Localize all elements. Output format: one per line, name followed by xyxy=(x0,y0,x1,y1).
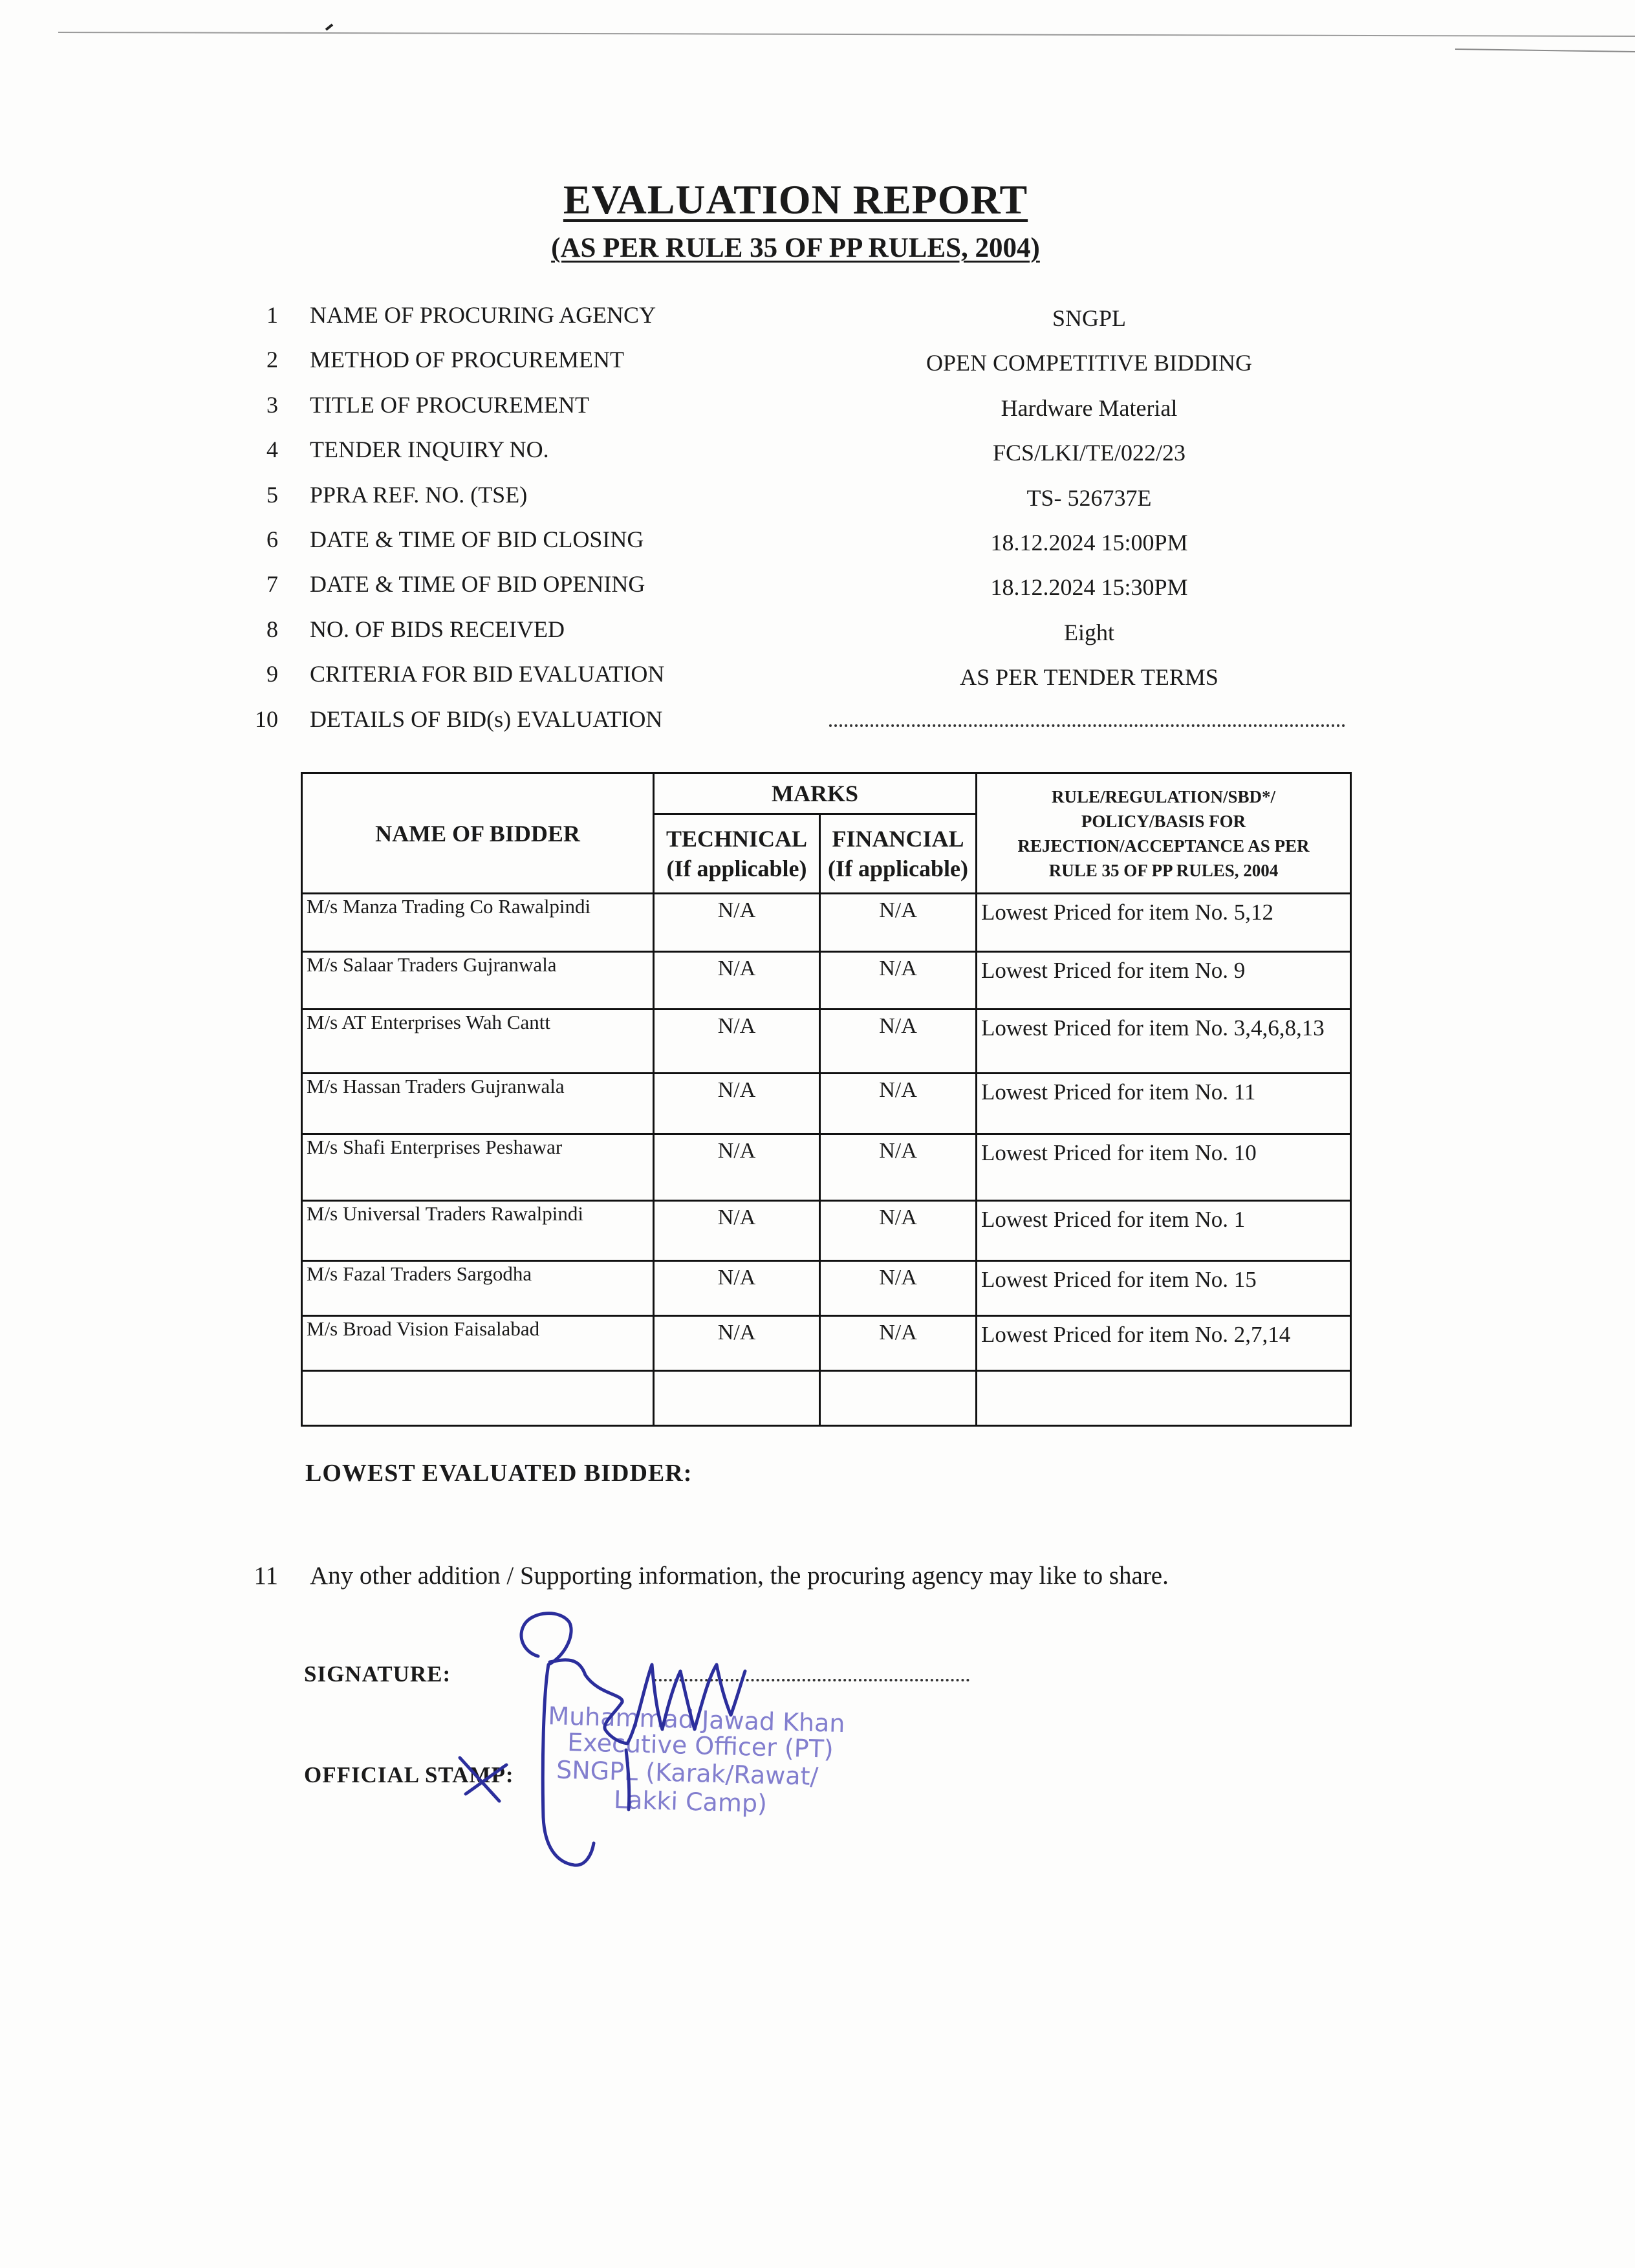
financial-marks-cell: N/A xyxy=(820,1010,977,1074)
field-number: 7 xyxy=(266,571,278,597)
lowest-evaluated-bidder-label: LOWEST EVALUATED BIDDER: xyxy=(305,1460,693,1487)
field-label: DETAILS OF BID(s) EVALUATION xyxy=(310,706,663,732)
field-row xyxy=(0,347,1423,376)
field-number: 6 xyxy=(266,526,278,552)
technical-marks-cell xyxy=(654,1371,820,1426)
signature-stroke xyxy=(550,1660,745,1744)
field-label: TENDER INQUIRY NO. xyxy=(310,437,549,462)
basis-header-line: RULE/REGULATION/SBD*/ xyxy=(1051,786,1276,806)
table-header-row xyxy=(302,773,1351,814)
field-label: TITLE OF PROCUREMENT xyxy=(310,392,589,418)
financial-marks-cell: N/A xyxy=(820,1316,977,1371)
field-value: 18.12.2024 15:00PM xyxy=(990,530,1188,556)
table-row xyxy=(302,1010,1351,1074)
field-row xyxy=(0,706,1423,732)
field-row xyxy=(0,482,1423,511)
table-row xyxy=(302,1316,1351,1371)
basis-header-line: RULE 35 OF PP RULES, 2004 xyxy=(1048,860,1279,880)
signature-stroke xyxy=(626,1750,629,1809)
stamp-line: SNGPL (Karak/Rawat/ xyxy=(556,1755,819,1791)
field-number: 10 xyxy=(255,706,278,732)
bidder-name-cell xyxy=(302,1371,654,1426)
basis-cell: Lowest Priced for item No. 15 xyxy=(977,1261,1351,1316)
bidder-name-header: NAME OF BIDDER xyxy=(302,773,654,894)
bidder-name-cell: M/s Shafi Enterprises Peshawar xyxy=(302,1134,654,1201)
financial-marks-cell: N/A xyxy=(820,1201,977,1261)
basis-cell: Lowest Priced for item No. 1 xyxy=(977,1201,1351,1261)
stamp-line: Executive Officer (PT) xyxy=(567,1727,834,1764)
table-row xyxy=(302,1261,1351,1316)
financial-marks-cell: N/A xyxy=(820,894,977,952)
scan-edge-top-line xyxy=(58,32,1635,36)
financial-header xyxy=(820,814,977,894)
dotted-leader-line xyxy=(829,724,1345,727)
field-row xyxy=(0,302,1423,331)
bidder-name-cell: M/s Manza Trading Co Rawalpindi xyxy=(302,894,654,952)
field-number: 4 xyxy=(266,437,278,462)
field-value: 18.12.2024 15:30PM xyxy=(990,574,1188,600)
field-value: AS PER TENDER TERMS xyxy=(960,664,1218,690)
basis-cell: Lowest Priced for item No. 2,7,14 xyxy=(977,1316,1351,1371)
table-row xyxy=(302,1074,1351,1134)
table-row xyxy=(302,1134,1351,1201)
field-label: NO. OF BIDS RECEIVED xyxy=(310,616,565,642)
financial-marks-cell: N/A xyxy=(820,1134,977,1201)
scan-speck xyxy=(326,25,332,30)
financial-marks-cell: N/A xyxy=(820,1074,977,1134)
basis-cell xyxy=(977,1371,1351,1426)
field-row xyxy=(0,661,1423,690)
field-label: NAME OF PROCURING AGENCY xyxy=(310,302,656,328)
technical-marks-cell: N/A xyxy=(654,1074,820,1134)
report-subtitle: (AS PER RULE 35 OF PP RULES, 2004) xyxy=(551,233,1040,263)
scan-edge-line xyxy=(0,19,1635,58)
bidder-name-cell: M/s Salaar Traders Gujranwala xyxy=(302,952,654,1010)
basis-cell: Lowest Priced for item No. 5,12 xyxy=(977,894,1351,952)
table-row xyxy=(302,894,1351,952)
field-row xyxy=(0,437,1423,466)
scan-edge-right-line xyxy=(1455,49,1635,52)
field-value: Hardware Material xyxy=(1001,395,1178,421)
field-value: SNGPL xyxy=(1052,305,1127,331)
bidder-name-cell: M/s AT Enterprises Wah Cantt xyxy=(302,1010,654,1074)
field-value: FCS/LKI/TE/022/23 xyxy=(992,440,1186,466)
basis-header-line: REJECTION/ACCEPTANCE AS PER xyxy=(1017,836,1310,856)
signature-label: SIGNATURE: xyxy=(304,1661,451,1687)
technical-marks-cell: N/A xyxy=(654,952,820,1010)
stamp-line: Lakki Camp) xyxy=(613,1785,768,1819)
financial-marks-cell: N/A xyxy=(820,1261,977,1316)
field-row xyxy=(0,571,1423,600)
field-label: CRITERIA FOR BID EVALUATION xyxy=(310,661,665,687)
field-row xyxy=(0,392,1423,421)
financial-header-note: (If applicable) xyxy=(827,856,968,881)
field-number: 9 xyxy=(266,661,278,687)
bidder-name-cell: M/s Universal Traders Rawalpindi xyxy=(302,1201,654,1261)
technical-header xyxy=(654,814,820,894)
table-row xyxy=(302,1201,1351,1261)
bidder-name-cell: M/s Hassan Traders Gujranwala xyxy=(302,1074,654,1134)
field-label: DATE & TIME OF BID CLOSING xyxy=(310,526,644,552)
technical-header-note: (If applicable) xyxy=(666,856,807,881)
basis-header-line: POLICY/BASIS FOR xyxy=(1081,811,1246,831)
technical-marks-cell: N/A xyxy=(654,1010,820,1074)
financial-marks-cell: N/A xyxy=(820,952,977,1010)
field-row xyxy=(0,616,1423,645)
note-text: Any other addition / Supporting information, the procuring agency may like to share. xyxy=(310,1562,1169,1590)
marks-header: MARKS xyxy=(654,773,977,814)
technical-marks-cell: N/A xyxy=(654,1316,820,1371)
field-number: 3 xyxy=(266,392,278,418)
signature-stroke xyxy=(521,1614,594,1865)
official-stamp-label: OFFICIAL STAMP: xyxy=(304,1762,514,1787)
field-label: DATE & TIME OF BID OPENING xyxy=(310,571,645,597)
financial-marks-cell xyxy=(820,1371,977,1426)
technical-marks-cell: N/A xyxy=(654,1261,820,1316)
basis-header xyxy=(977,773,1351,894)
basis-cell: Lowest Priced for item No. 9 xyxy=(977,952,1351,1010)
basis-cell: Lowest Priced for item No. 11 xyxy=(977,1074,1351,1134)
field-label: PPRA REF. NO. (TSE) xyxy=(310,482,528,508)
bid-evaluation-table xyxy=(301,772,1352,1427)
basis-cell: Lowest Priced for item No. 3,4,6,8,13 xyxy=(977,1010,1351,1074)
field-number: 8 xyxy=(266,616,278,642)
table-row xyxy=(302,952,1351,1010)
field-value: TS- 526737E xyxy=(1026,485,1152,511)
technical-header-label: TECHNICAL xyxy=(666,826,808,852)
financial-header-label: FINANCIAL xyxy=(832,826,964,852)
technical-marks-cell: N/A xyxy=(654,1134,820,1201)
technical-marks-cell: N/A xyxy=(654,894,820,952)
field-value: OPEN COMPETITIVE BIDDING xyxy=(926,350,1252,376)
signature-cross-mark xyxy=(460,1758,506,1801)
report-title: EVALUATION REPORT xyxy=(563,177,1028,222)
field-value: Eight xyxy=(1064,620,1114,645)
bidder-name-cell: M/s Broad Vision Faisalabad xyxy=(302,1316,654,1371)
field-label: METHOD OF PROCUREMENT xyxy=(310,347,625,373)
stamp-line: Muhammad Jawad Khan xyxy=(547,1701,846,1738)
table-row-empty xyxy=(302,1371,1351,1426)
note-number: 11 xyxy=(254,1562,278,1590)
field-row xyxy=(0,526,1423,556)
bidder-name-cell: M/s Fazal Traders Sargodha xyxy=(302,1261,654,1316)
field-number: 1 xyxy=(266,302,278,328)
handwritten-signature xyxy=(446,1597,783,1882)
technical-marks-cell: N/A xyxy=(654,1201,820,1261)
field-number: 2 xyxy=(266,347,278,373)
basis-cell: Lowest Priced for item No. 10 xyxy=(977,1134,1351,1201)
field-number: 5 xyxy=(266,482,278,508)
